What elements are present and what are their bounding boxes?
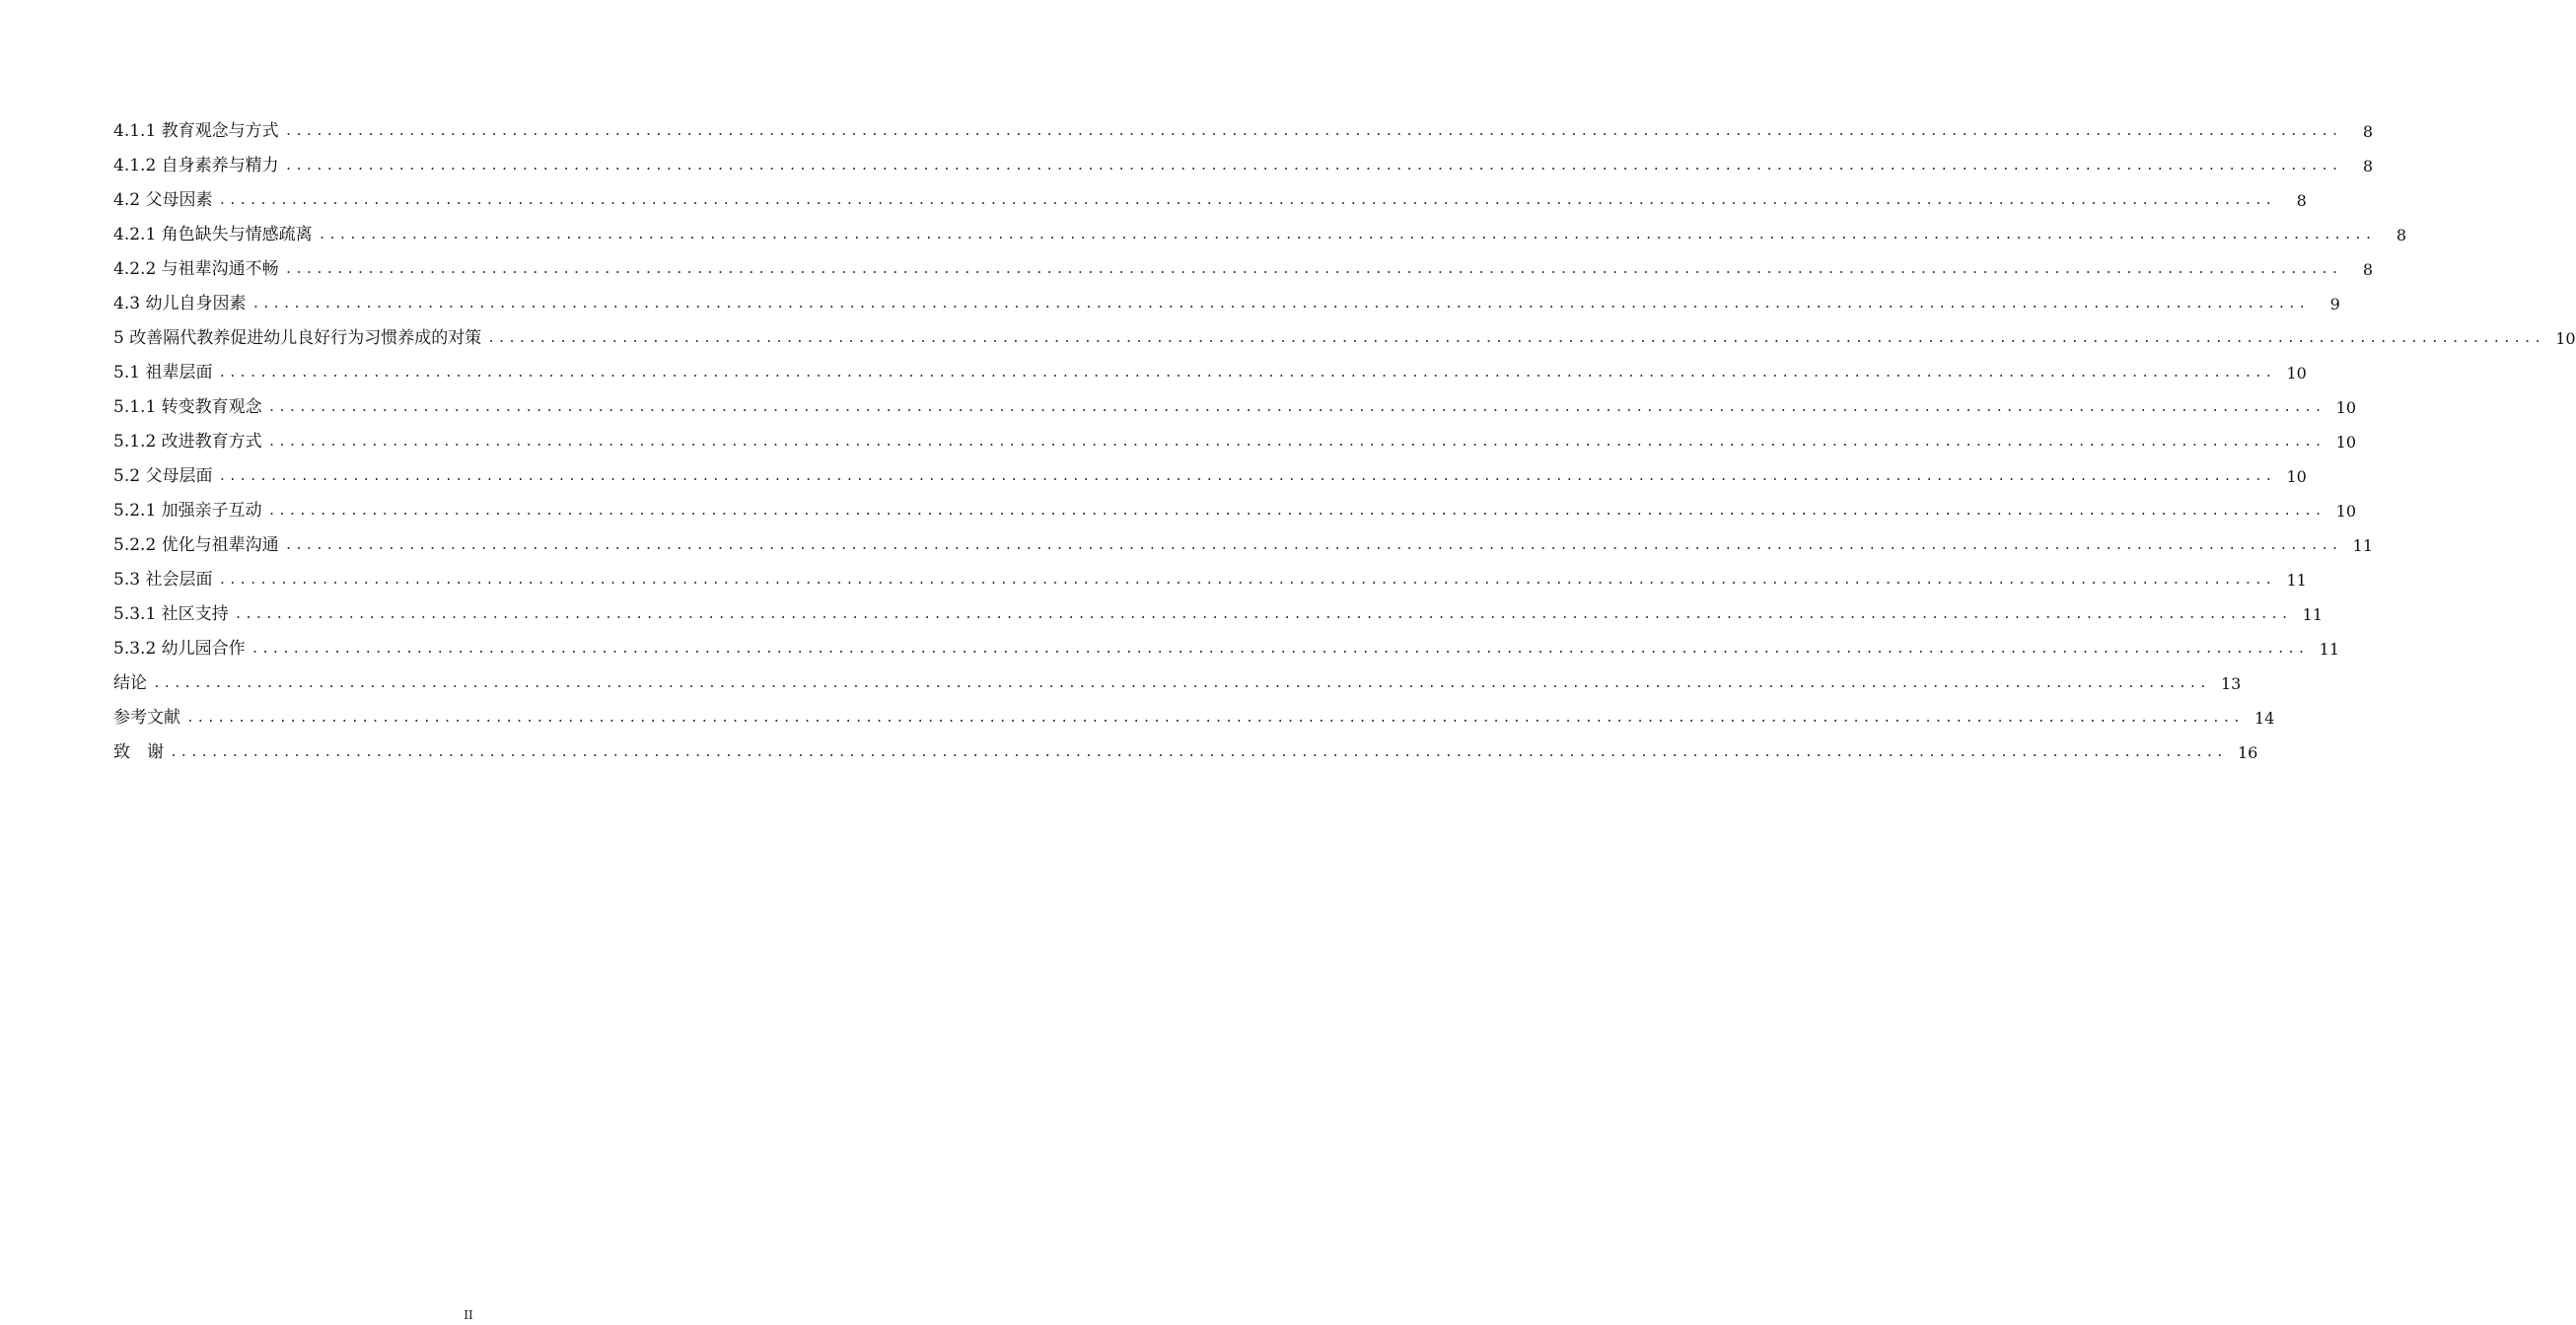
toc-entry[interactable] bbox=[113, 114, 2374, 149]
table-of-contents bbox=[113, 114, 2576, 770]
toc-entry[interactable] bbox=[113, 459, 2307, 494]
toc-entry[interactable] bbox=[113, 528, 2374, 563]
dot-leader: ........................................................................................................................................................................................................ bbox=[170, 745, 2227, 760]
toc-entry-page: 13 bbox=[2220, 674, 2242, 693]
toc-entry-title: 5.3 社会层面 bbox=[113, 570, 213, 590]
toc-entry[interactable] bbox=[113, 425, 2357, 459]
toc-entry-title: 5.2.1 加强亲子互动 bbox=[113, 501, 262, 521]
toc-entry-title: 5.2.2 优化与祖辈沟通 bbox=[113, 535, 279, 555]
toc-entry-title: 结论 bbox=[113, 673, 147, 693]
toc-entry[interactable] bbox=[113, 597, 2324, 632]
toc-entry[interactable] bbox=[113, 494, 2357, 528]
page-number: II bbox=[464, 1308, 473, 1322]
toc-entry-page: 10 bbox=[2555, 329, 2576, 348]
dot-leader: ........................................................................................................................................................................................................ bbox=[267, 400, 2326, 415]
toc-entry[interactable] bbox=[113, 287, 2340, 321]
toc-entry-page: 8 bbox=[2396, 226, 2407, 244]
toc-entry[interactable] bbox=[113, 701, 2275, 735]
toc-entry[interactable] bbox=[113, 632, 2340, 666]
toc-entry[interactable] bbox=[113, 321, 2576, 356]
toc-entry-page: 10 bbox=[2335, 398, 2357, 417]
toc-entry-title: 5.1.1 转变教育观念 bbox=[113, 397, 262, 417]
toc-entry-title: 4.2 父母因素 bbox=[113, 190, 213, 210]
dot-leader: ........................................................................................................................................................................................................ bbox=[153, 676, 2210, 691]
toc-entry[interactable] bbox=[113, 149, 2374, 183]
toc-entry-page: 14 bbox=[2254, 709, 2275, 728]
toc-entry[interactable] bbox=[113, 356, 2307, 390]
toc-entry-page: 10 bbox=[2335, 502, 2357, 521]
toc-entry[interactable] bbox=[113, 666, 2242, 701]
dot-leader: ........................................................................................................................................................................................................ bbox=[284, 262, 2342, 277]
toc-entry-page: 10 bbox=[2286, 364, 2307, 383]
toc-entry-page: 16 bbox=[2237, 743, 2258, 762]
dot-leader: ........................................................................................................................................................................................................ bbox=[284, 124, 2342, 139]
toc-entry-title: 4.1.2 自身素养与精力 bbox=[113, 156, 279, 175]
toc-entry-page: 11 bbox=[2302, 605, 2324, 624]
toc-entry-page: 8 bbox=[2296, 191, 2307, 210]
toc-entry-page: 10 bbox=[2286, 467, 2307, 486]
toc-entry-page: 9 bbox=[2329, 295, 2340, 314]
dot-leader: ........................................................................................................................................................................................................ bbox=[234, 607, 2292, 622]
dot-leader: ........................................................................................................................................................................................................ bbox=[218, 366, 2275, 381]
dot-leader: ........................................................................................................................................................................................................ bbox=[267, 504, 2326, 519]
dot-leader: ........................................................................................................................................................................................................ bbox=[218, 193, 2275, 208]
toc-entry[interactable] bbox=[113, 735, 2258, 770]
toc-entry[interactable] bbox=[113, 563, 2307, 597]
dot-leader: ........................................................................................................................................................................................................ bbox=[251, 297, 2309, 312]
dot-leader: ........................................................................................................................................................................................................ bbox=[250, 642, 2309, 657]
dot-leader: ........................................................................................................................................................................................................ bbox=[284, 159, 2342, 174]
toc-entry-page: 11 bbox=[2319, 640, 2340, 659]
toc-entry-title: 5.3.1 社区支持 bbox=[113, 604, 229, 624]
toc-entry-title: 5.2 父母层面 bbox=[113, 466, 213, 486]
toc-entry-title: 4.2.2 与祖辈沟通不畅 bbox=[113, 259, 279, 279]
toc-entry-title: 5.1 祖辈层面 bbox=[113, 363, 213, 383]
toc-entry-title: 5 改善隔代教养促进幼儿良好行为习惯养成的对策 bbox=[113, 328, 482, 348]
dot-leader: ........................................................................................................................................................................................................ bbox=[218, 469, 2275, 484]
toc-entry-title: 致 谢 bbox=[113, 742, 164, 762]
toc-entry-title: 参考文献 bbox=[113, 708, 180, 728]
dot-leader: ........................................................................................................................................................................................................ bbox=[218, 573, 2275, 588]
toc-entry-page: 11 bbox=[2352, 536, 2374, 555]
dot-leader: ........................................................................................................................................................................................................ bbox=[318, 228, 2376, 243]
toc-entry-title: 5.1.2 改进教育方式 bbox=[113, 432, 262, 452]
toc-entry-page: 8 bbox=[2362, 260, 2374, 279]
toc-entry-page: 8 bbox=[2362, 122, 2374, 141]
toc-entry[interactable] bbox=[113, 183, 2307, 218]
toc-entry-page: 11 bbox=[2286, 571, 2307, 590]
toc-entry[interactable] bbox=[113, 390, 2357, 425]
dot-leader: ........................................................................................................................................................................................................ bbox=[267, 435, 2326, 450]
toc-entry-page: 10 bbox=[2335, 433, 2357, 452]
toc-entry[interactable] bbox=[113, 252, 2374, 287]
toc-entry-title: 5.3.2 幼儿园合作 bbox=[113, 639, 246, 659]
toc-entry[interactable] bbox=[113, 218, 2407, 252]
dot-leader: ........................................................................................................................................................................................................ bbox=[284, 538, 2342, 553]
toc-entry-title: 4.2.1 角色缺失与情感疏离 bbox=[113, 225, 313, 244]
toc-entry-page: 8 bbox=[2362, 157, 2374, 175]
dot-leader: ........................................................................................................................................................................................................ bbox=[186, 711, 2244, 726]
toc-entry-title: 4.1.1 教育观念与方式 bbox=[113, 121, 279, 141]
dot-leader: ........................................................................................................................................................................................................ bbox=[487, 331, 2544, 346]
toc-entry-title: 4.3 幼儿自身因素 bbox=[113, 294, 247, 314]
